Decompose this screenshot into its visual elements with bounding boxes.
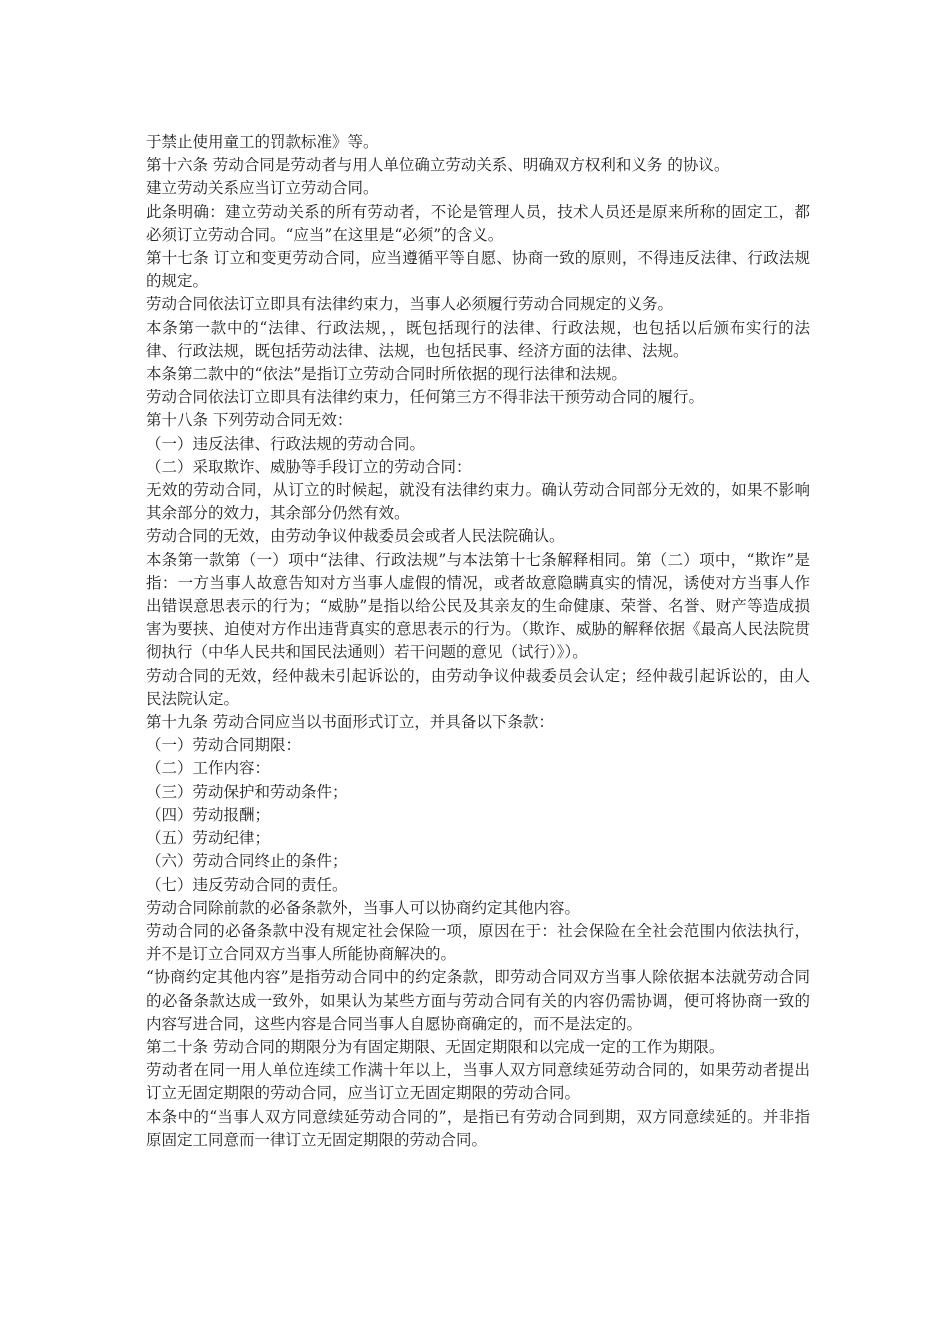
paragraph: 劳动合同除前款的必备条款外，当事人可以协商约定其他内容。 bbox=[146, 898, 581, 917]
list-item: （二）采取欺诈、威胁等手段订立的劳动合同： bbox=[146, 457, 472, 476]
article-19-heading: 第十九条 劳动合同应当以书面形式订立，并具备以下条款： bbox=[146, 713, 554, 732]
paragraph: 本条第一款中的“法律、行政法规，，既包括现行的法律、行政法规，也包括以后颁布实行的法律、行政法规，既包括劳动法律、法规，也包括民事、经济方面的法律、法规。 bbox=[146, 318, 810, 360]
paragraph: 劳动合同依法订立即具有法律约束力，当事人必须履行劳动合同规定的义务。 bbox=[146, 295, 674, 314]
list-item: （二）工作内容： bbox=[146, 759, 271, 778]
paragraph: 于禁止使用童工的罚款标准》等。 bbox=[146, 133, 379, 151]
paragraph: 劳动合同的必备条款中没有规定社会保险一项，原因在于：社会保险在全社会范围内依法执行，并不是订立合同双方当事人所能协商解决的。 bbox=[146, 921, 810, 964]
article-20-heading: 第二十条 劳动合同的期限分为有固定期限、无固定期限和以完成一定的工作为期限。 bbox=[146, 1037, 725, 1056]
paragraph: 劳动合同依法订立即具有法律约束力，任何第三方不得非法干预劳动合同的履行。 bbox=[146, 388, 705, 407]
article-16-heading: 第十六条 劳动合同是劳动者与用人单位确立劳动关系、明确双方权利和义务 的协议。 bbox=[146, 156, 730, 175]
paragraph: 无效的劳动合同，从订立的时候起，就没有法律约束力。确认劳动合同部分无效的，如果不影响其余部分的效力，其余部分仍然有效。 bbox=[146, 481, 810, 523]
paragraph: “协商约定其他内容”是指劳动合同中的约定条款，即劳动合同双方当事人除依据本法就劳动合同的必备条款达成一致外，如果认为某些方面与劳动合同有关的内容仍需协调，便可将协商一致的内容写进合同，这些内容是合同当事人自愿协商确定的，而不是法定的。 bbox=[146, 968, 810, 1033]
list-item: （六）劳动合同终止的条件； bbox=[146, 852, 348, 871]
paragraph: 本条第二款中的“依法”是指订立劳动合同时所依据的现行法律和法规。 bbox=[146, 365, 627, 384]
paragraph: 建立劳动关系应当订立劳动合同。 bbox=[146, 179, 379, 198]
paragraph: 劳动合同的无效，经仲裁未引起诉讼的，由劳动争议仲裁委员会认定；经仲裁引起诉讼的，由人民法院认定。 bbox=[146, 666, 810, 708]
paragraph: 劳动者在同一用人单位连续工作满十年以上，当事人双方同意续延劳动合同的，如果劳动者提出订立无固定期限的劳动合同，应当订立无固定期限的劳动合同。 bbox=[146, 1061, 810, 1103]
list-item: （四）劳动报酬； bbox=[146, 805, 271, 824]
list-item: （五）劳动纪律； bbox=[146, 829, 271, 848]
list-item: （一）违反法律、行政法规的劳动合同。 bbox=[146, 434, 426, 453]
list-item: （七）违反劳动合同的责任。 bbox=[146, 875, 348, 894]
list-item: （一）劳动合同期限： bbox=[146, 736, 302, 755]
paragraph: 此条明确：建立劳动关系的所有劳动者，不论是管理人员，技术人员还是原来所称的固定工，都必须订立劳动合同。“应当”在这里是“必须”的含义。 bbox=[146, 202, 810, 244]
paragraph: 本条中的“当事人双方同意续延劳动合同的”，是指已有劳动合同到期，双方同意续延的。并非指原固定工同意而一律订立无固定期限的劳动合同。 bbox=[146, 1107, 810, 1149]
list-item: （三）劳动保护和劳动条件； bbox=[146, 782, 348, 801]
article-18-heading: 第十八条 下列劳动合同无效： bbox=[146, 411, 353, 430]
document-page bbox=[146, 131, 810, 1152]
article-17-heading: 第十七条 订立和变更劳动合同，应当遵循平等自愿、协商一致的原则，不得违反法律、行政法规的规定。 bbox=[146, 249, 810, 291]
paragraph: 劳动合同的无效，由劳动争议仲裁委员会或者人民法院确认。 bbox=[146, 527, 565, 546]
paragraph: 本条第一款第（一）项中“法律、行政法规”与本法第十七条解释相同。第（二）项中，“欺诈”是指：一方当事人故意告知对方当事人虚假的情况，或者故意隐瞒真实的情况，诱使对方当事人作出错误意思表示的行为；“威胁”是指以给公民及其亲友的生命健康、荣誉、名誉、财产等造成损害为要挟、迫使对方作出违背真实的意思表示的行为。（欺诈、威胁的解释依据《最高人民法院贯彻执行（中华人民共和国民法通则）若干问题的意见（试行）》）。 bbox=[146, 550, 810, 662]
